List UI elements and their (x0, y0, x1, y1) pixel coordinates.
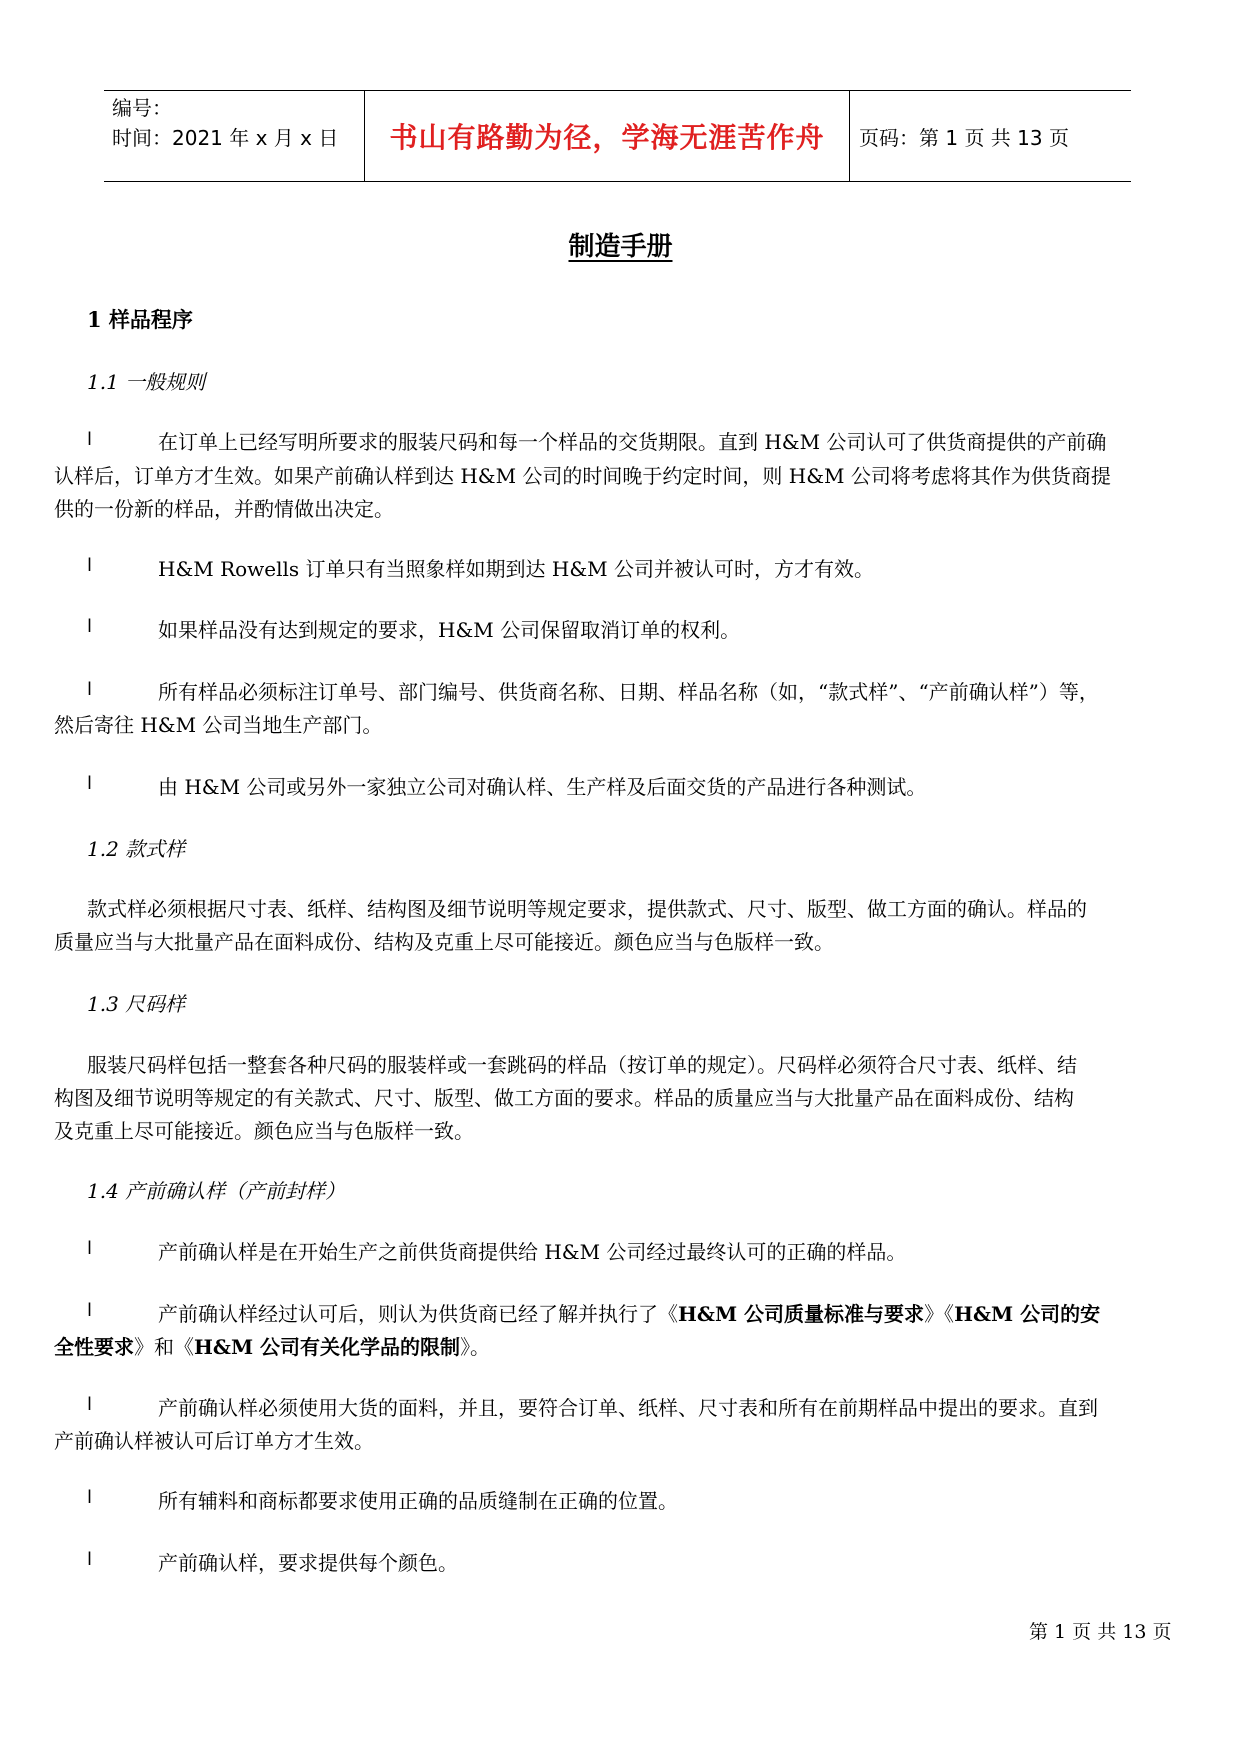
bullet-marker: l (87, 1238, 93, 1259)
subsection-heading: 1.1 一般规则 (87, 370, 206, 394)
bullet-marker: l (87, 429, 93, 450)
page-footer: 第 1 页 共 13 页 (1029, 1621, 1172, 1643)
divider (849, 91, 850, 181)
paragraph-line: 在订单上已经写明所要求的服装尺码和每一个样品的交货期限。直到 H&M 公司认可了供货商提供的产前确 (158, 430, 1107, 454)
bullet-marker: l (87, 1394, 93, 1415)
header-meta (112, 93, 362, 153)
bullet-marker: l (87, 773, 93, 794)
paragraph-line: 如果样品没有达到规定的要求，H&M 公司保留取消订单的权利。 (158, 618, 741, 642)
subsection-heading: 1.4 产前确认样（产前封样） (87, 1179, 346, 1203)
paragraph-line: 服装尺码样包括一整套各种尺码的服装样或一套跳码的样品（按订单的规定）。尺码样必须符合尺寸表、纸样、结 (87, 1053, 1077, 1077)
paragraph-line: 认样后，订单方才生效。如果产前确认样到达 H&M 公司的时间晚于约定时间，则 H&M 公司将考虑将其作为供货商提 (54, 464, 1111, 488)
bold-reference: H&M 公司质量标准与要求 (678, 1302, 925, 1326)
subsection-heading: 1.2 款式样 (87, 837, 186, 861)
bold-reference: H&M 公司的安 (954, 1302, 1101, 1326)
paragraph-line: 产前确认样是在开始生产之前供货商提供给 H&M 公司经过最终认可的正确的样品。 (158, 1240, 907, 1264)
bullet-marker: l (87, 679, 93, 700)
time-label: 时间：2021 年 x 月 x 日 (112, 126, 339, 150)
paragraph-line: 构图及细节说明等规定的有关款式、尺寸、版型、做工方面的要求。样品的质量应当与大批量产品在面料成份、结构 (54, 1086, 1074, 1110)
paragraph-line: 全性要求》和《H&M 公司有关化学品的限制》。 (54, 1335, 491, 1359)
bullet-marker: l (87, 555, 93, 576)
paragraph-line: 产前确认样被认可后订单方才生效。 (54, 1429, 374, 1453)
paragraph-line: 然后寄往 H&M 公司当地生产部门。 (54, 713, 383, 737)
paragraph-line: 及克重上尽可能接近。颜色应当与色版样一致。 (54, 1119, 474, 1143)
document-header (104, 90, 1131, 182)
paragraph-line: 质量应当与大批量产品在面料成份、结构及克重上尽可能接近。颜色应当与色版样一致。 (54, 930, 834, 954)
section-heading: 1 样品程序 (87, 307, 193, 332)
bullet-marker: l (87, 616, 93, 637)
bullet-marker: l (87, 1549, 93, 1570)
paragraph-line: 产前确认样，要求提供每个颜色。 (158, 1551, 458, 1575)
header-page-info: 页码：第 1 页 共 13 页 (859, 125, 1069, 150)
paragraph-line: 款式样必须根据尺寸表、纸样、结构图及细节说明等规定要求，提供款式、尺寸、版型、做工方面的确认。样品的 (87, 897, 1087, 921)
paragraph-line: H&M Rowells 订单只有当照象样如期到达 H&M 公司并被认可时，方才有效。 (158, 557, 874, 581)
bold-reference: H&M 公司有关化学品的限制 (194, 1335, 461, 1359)
bullet-marker: l (87, 1487, 93, 1508)
paragraph-line: 所有辅料和商标都要求使用正确的品质缝制在正确的位置。 (158, 1489, 678, 1513)
paragraph-line: 由 H&M 公司或另外一家独立公司对确认样、生产样及后面交货的产品进行各种测试。 (158, 775, 927, 799)
page-title: 制造手册 (568, 232, 673, 262)
bullet-marker: l (87, 1300, 93, 1321)
paragraph-line: 产前确认样必须使用大货的面料，并且，要符合订单、纸样、尺寸表和所有在前期样品中提出的要求。直到 (158, 1396, 1098, 1420)
subsection-heading: 1.3 尺码样 (87, 992, 186, 1016)
paragraph-line: 所有样品必须标注订单号、部门编号、供货商名称、日期、样品名称（如，“款式样”、“产前确认样”）等， (158, 680, 1099, 704)
number-label: 编号： (112, 96, 172, 120)
paragraph-line: 供的一份新的样品，并酌情做出决定。 (54, 497, 394, 521)
bold-reference: 全性要求 (54, 1335, 134, 1359)
paragraph-line: 产前确认样经过认可后，则认为供货商已经了解并执行了《H&M 公司质量标准与要求》《H&M 公司的安 (158, 1302, 1101, 1326)
header-motto: 书山有路勤为径，学海无涯苦作舟 (389, 121, 825, 154)
